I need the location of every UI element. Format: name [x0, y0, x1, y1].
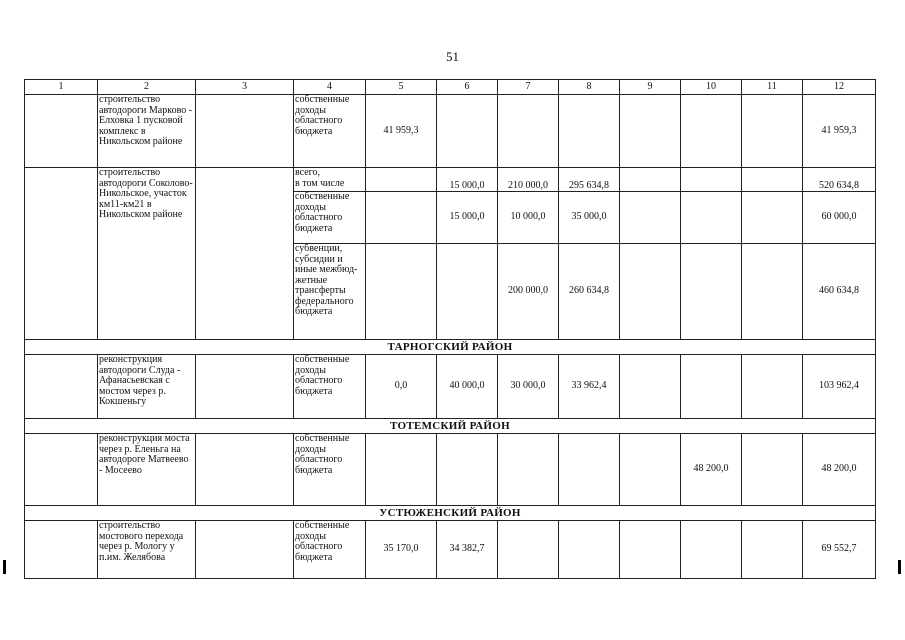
scan-edge-mark — [3, 560, 6, 574]
cell-empty — [559, 521, 620, 579]
cell-empty — [25, 168, 98, 340]
cell-empty — [620, 355, 681, 419]
cell-empty — [196, 521, 294, 579]
funding-source-cell: собственные доходы областного бюджета — [294, 434, 366, 506]
cell-empty — [620, 95, 681, 168]
funding-source-cell: субвенции, субсидии и иные межбюд-жетные трансферты федерального бюджета — [294, 244, 366, 340]
funding-source-cell: собственные доходы областного бюджета — [294, 521, 366, 579]
region-header: ТОТЕМСКИЙ РАЙОН — [25, 419, 876, 434]
cell-empty — [366, 244, 437, 340]
region-header-row — [25, 506, 876, 521]
column-header: 12 — [803, 80, 876, 95]
cell-empty — [681, 168, 742, 192]
object-name-cell: реконструкция моста через р. Еленьга на автодороге Матвеево - Мосеево — [98, 434, 196, 506]
cell-empty — [196, 168, 294, 340]
region-header: ТАРНОГСКИЙ РАЙОН — [25, 340, 876, 355]
cell-empty — [498, 521, 559, 579]
value-cell: 40 000,0 — [437, 355, 498, 419]
cell-empty — [681, 192, 742, 244]
total-cell: 60 000,0 — [803, 192, 876, 244]
cell-empty — [620, 244, 681, 340]
total-cell: 103 962,4 — [803, 355, 876, 419]
region-header: УСТЮЖЕНСКИЙ РАЙОН — [25, 506, 876, 521]
cell-empty — [498, 434, 559, 506]
cell-empty — [681, 521, 742, 579]
cell-empty — [620, 192, 681, 244]
table-row — [25, 168, 876, 192]
table-row — [25, 355, 876, 419]
scan-edge-mark — [898, 560, 901, 574]
cell-empty — [437, 95, 498, 168]
cell-empty — [366, 434, 437, 506]
value-cell: 34 382,7 — [437, 521, 498, 579]
column-header: 3 — [196, 80, 294, 95]
cell-empty — [681, 355, 742, 419]
cell-empty — [196, 95, 294, 168]
funding-source-cell: собственные доходы областного бюджета — [294, 95, 366, 168]
cell-empty — [742, 244, 803, 340]
region-header-row — [25, 419, 876, 434]
object-name-cell: строительство автодороги Марково - Елховка 1 пусковой комплекс в Никольском районе — [98, 95, 196, 168]
cell-empty — [742, 192, 803, 244]
table-row — [25, 434, 876, 506]
cell-empty — [196, 434, 294, 506]
cell-empty — [25, 521, 98, 579]
object-name-cell: строительство мостового перехода через р. Мологу у п.им. Желябова — [98, 521, 196, 579]
value-cell: 260 634,8 — [559, 244, 620, 340]
funding-source-cell: всего, в том числе — [294, 168, 366, 192]
cell-empty — [681, 244, 742, 340]
column-header: 8 — [559, 80, 620, 95]
page-number: 51 — [446, 49, 459, 64]
cell-empty — [620, 521, 681, 579]
cell-empty — [498, 95, 559, 168]
budget-table — [24, 79, 876, 579]
cell-empty — [742, 434, 803, 506]
total-cell: 460 634,8 — [803, 244, 876, 340]
total-cell: 69 552,7 — [803, 521, 876, 579]
total-cell: 520 634,8 — [803, 168, 876, 192]
cell-empty — [366, 168, 437, 192]
column-header: 9 — [620, 80, 681, 95]
cell-empty — [25, 95, 98, 168]
cell-empty — [742, 521, 803, 579]
cell-empty — [196, 355, 294, 419]
cell-empty — [559, 95, 620, 168]
value-cell: 41 959,3 — [366, 95, 437, 168]
value-cell: 200 000,0 — [498, 244, 559, 340]
value-cell: 0,0 — [366, 355, 437, 419]
value-cell: 48 200,0 — [681, 434, 742, 506]
column-header: 10 — [681, 80, 742, 95]
total-cell: 48 200,0 — [803, 434, 876, 506]
object-name-cell: строительство автодороги Соколово-Никольское, участок км11-км21 в Никольском районе — [98, 168, 196, 340]
value-cell: 15 000,0 — [437, 192, 498, 244]
value-cell: 10 000,0 — [498, 192, 559, 244]
cell-empty — [681, 95, 742, 168]
value-cell: 35 000,0 — [559, 192, 620, 244]
cell-empty — [620, 434, 681, 506]
cell-empty — [366, 192, 437, 244]
value-cell: 30 000,0 — [498, 355, 559, 419]
value-cell: 33 962,4 — [559, 355, 620, 419]
cell-empty — [742, 355, 803, 419]
cell-empty — [25, 355, 98, 419]
value-cell: 15 000,0 — [437, 168, 498, 192]
cell-empty — [742, 168, 803, 192]
column-number-row — [25, 80, 876, 95]
cell-empty — [437, 434, 498, 506]
cell-empty — [25, 434, 98, 506]
table-row — [25, 95, 876, 168]
column-header: 5 — [366, 80, 437, 95]
column-header: 4 — [294, 80, 366, 95]
cell-empty — [620, 168, 681, 192]
funding-source-cell: собственные доходы областного бюджета — [294, 355, 366, 419]
total-cell: 41 959,3 — [803, 95, 876, 168]
funding-source-cell: собственные доходы областного бюджета — [294, 192, 366, 244]
cell-empty — [742, 95, 803, 168]
cell-empty — [437, 244, 498, 340]
column-header: 6 — [437, 80, 498, 95]
value-cell: 210 000,0 — [498, 168, 559, 192]
table-row — [25, 521, 876, 579]
object-name-cell: реконструкция автодороги Слуда - Афанасьевская с мостом через р. Кокшеньгу — [98, 355, 196, 419]
region-header-row — [25, 340, 876, 355]
column-header: 2 — [98, 80, 196, 95]
cell-empty — [559, 434, 620, 506]
column-header: 11 — [742, 80, 803, 95]
value-cell: 295 634,8 — [559, 168, 620, 192]
column-header: 1 — [25, 80, 98, 95]
value-cell: 35 170,0 — [366, 521, 437, 579]
column-header: 7 — [498, 80, 559, 95]
